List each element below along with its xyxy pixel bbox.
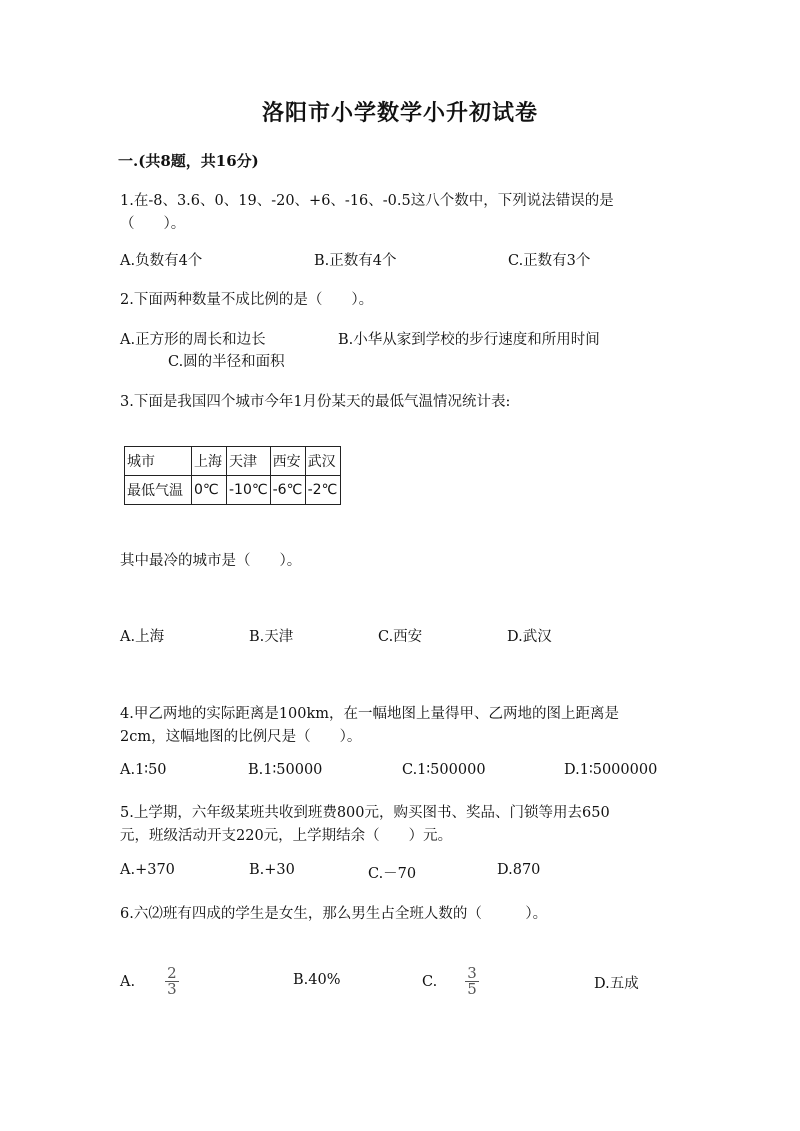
question-4-option-a[interactable]: A.1∶50 xyxy=(120,762,167,778)
question-2-option-c[interactable]: C.圆的半径和面积 xyxy=(168,354,285,370)
table-cell: 最低气温 xyxy=(125,476,192,505)
question-3-option-b[interactable]: B.天津 xyxy=(249,629,294,645)
table-cell: 西安 xyxy=(270,447,305,476)
question-1-stem: 1.在-8、3.6、0、19、-20、+6、-16、-0.5这八个数中，下列说法错误的是 xyxy=(120,193,614,209)
fraction xyxy=(465,966,479,997)
table-header-row xyxy=(125,447,341,476)
temperature-table xyxy=(124,446,341,505)
question-5-option-a[interactable]: A.+370 xyxy=(120,862,175,878)
fraction-numerator: 3 xyxy=(467,964,477,982)
table-cell: 上海 xyxy=(192,447,227,476)
question-3-option-c[interactable]: C.西安 xyxy=(378,629,423,645)
question-1-stem-continuation: （ ）。 xyxy=(120,216,186,232)
question-5-option-d[interactable]: D.870 xyxy=(497,862,541,878)
table-cell: 城市 xyxy=(125,447,192,476)
question-5-stem: 5.上学期，六年级某班共收到班费800元，购买图书、奖品、门锁等用去650 xyxy=(120,805,610,821)
question-4-option-d[interactable]: D.1∶5000000 xyxy=(564,762,658,778)
question-4-stem-continuation: 2cm，这幅地图的比例尺是（ ）。 xyxy=(120,729,362,745)
table-cell: 天津 xyxy=(227,447,271,476)
question-2-stem: 2.下面两种数量不成比例的是（ ）。 xyxy=(120,292,374,308)
option-label: C. xyxy=(422,973,438,990)
question-3-option-d[interactable]: D.武汉 xyxy=(507,629,552,645)
question-1-option-b[interactable]: B.正数有4个 xyxy=(314,253,397,269)
fraction-numerator: 2 xyxy=(167,964,177,982)
question-1-option-a[interactable]: A.负数有4个 xyxy=(120,253,203,269)
table-cell: 0℃ xyxy=(192,476,227,505)
question-6-option-c[interactable] xyxy=(422,966,479,997)
table-cell: 武汉 xyxy=(305,447,340,476)
fraction xyxy=(165,966,179,997)
question-5-stem-continuation: 元，班级活动开支220元，上学期结余（ ）元。 xyxy=(120,828,453,844)
question-5-option-b[interactable]: B.+30 xyxy=(249,862,295,878)
question-5-option-c[interactable]: C.－70 xyxy=(368,866,417,882)
question-4-option-c[interactable]: C.1∶500000 xyxy=(402,762,486,778)
fraction-denominator: 3 xyxy=(167,980,177,998)
section-heading: 一.(共8题，共16分) xyxy=(118,152,259,170)
question-6-option-d[interactable]: D.五成 xyxy=(594,976,639,992)
table-cell: -2℃ xyxy=(305,476,340,505)
table-cell: -6℃ xyxy=(270,476,305,505)
question-3-option-a[interactable]: A.上海 xyxy=(120,629,165,645)
question-6-option-a[interactable] xyxy=(120,966,179,997)
question-3-followup: 其中最冷的城市是（ ）。 xyxy=(120,553,302,569)
question-6-stem: 6.六⑵班有四成的学生是女生，那么男生占全班人数的（ ）。 xyxy=(120,906,548,922)
question-6-option-b[interactable]: B.40% xyxy=(293,972,341,988)
fraction-denominator: 5 xyxy=(467,980,477,998)
table-row xyxy=(125,476,341,505)
question-2-option-a[interactable]: A.正方形的周长和边长 xyxy=(120,332,266,348)
question-2-option-b[interactable]: B.小华从家到学校的步行速度和所用时间 xyxy=(338,332,600,348)
option-label: A. xyxy=(120,973,136,990)
page-title: 洛阳市小学数学小升初试卷 xyxy=(261,100,538,126)
question-4-option-b[interactable]: B.1∶50000 xyxy=(248,762,323,778)
question-1-option-c[interactable]: C.正数有3个 xyxy=(508,253,591,269)
table-cell: -10℃ xyxy=(227,476,271,505)
question-3-stem: 3.下面是我国四个城市今年1月份某天的最低气温情况统计表: xyxy=(120,394,511,410)
question-4-stem: 4.甲乙两地的实际距离是100km，在一幅地图上量得甲、乙两地的图上距离是 xyxy=(120,706,620,722)
